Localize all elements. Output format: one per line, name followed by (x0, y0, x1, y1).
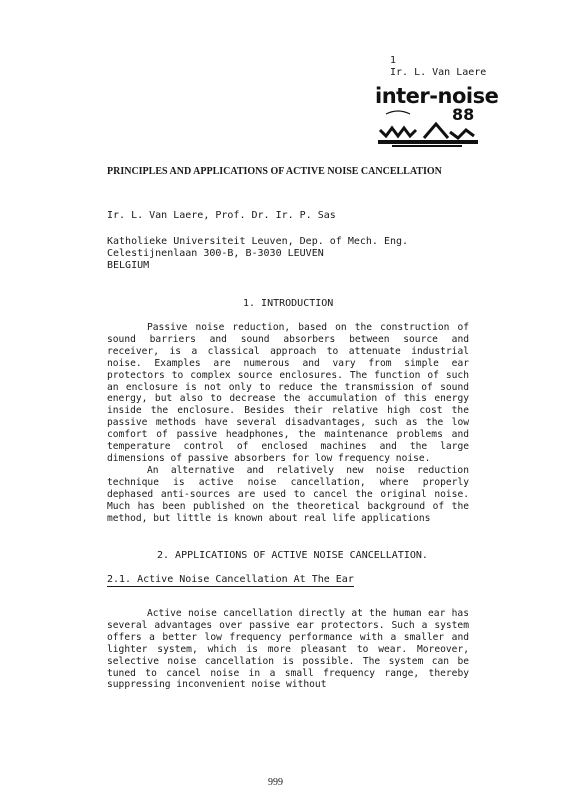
subsection-2-1-body (107, 608, 469, 691)
header-author: Ir. L. Van Laere (390, 67, 487, 78)
conference-logo-bridge-icon (378, 108, 478, 148)
affiliation-line-1: Katholieke Universiteit Leuven, Dep. of Mech. Eng. (107, 236, 409, 247)
introduction-paragraph-1: Passive noise reduction, based on the construction of sound barriers and sound absorbers between source and receiver, is a classical approach to attenuate industrial noise. Examples are numerous and vary from simple ear protectors to complex source enclosures. The function of such an enclosure is not only to reduce the transmission of sound energy, but also to decrease the accumulation of this energy inside the enclosure. Besides their relative high cost the passive methods have several disadvantages, such as the low comfort of passive headphones, the maintenance problems and temperature control of enclosed machines and the large dimensions of passive absorbers for low frequency noise. (107, 322, 469, 464)
header-page-number: 1 (390, 55, 397, 66)
paper-authors: Ir. L. Van Laere, Prof. Dr. Ir. P. Sas (107, 210, 336, 221)
section-2-heading: 2. APPLICATIONS OF ACTIVE NOISE CANCELLATION. (157, 550, 428, 561)
paper-title: PRINCIPLES AND APPLICATIONS OF ACTIVE NOISE CANCELLATION (107, 166, 442, 177)
section-1-heading: 1. INTRODUCTION (243, 298, 334, 309)
subsection-2-1-heading: 2.1. Active Noise Cancellation At The Ear (107, 574, 354, 585)
subsection-2-1-paragraph: Active noise cancellation directly at the human ear has several advantages over passive ear protectors. Such a system offers a better low frequency performance with a smaller and lighter system, which is more pleasant to wear. Moreover, selective noise cancellation is possible. The system can be tuned to cancel noise in a small frequency range, thereby suppressing inconvenient noise without (107, 608, 469, 691)
introduction-body (107, 322, 469, 524)
introduction-paragraph-2: An alternative and relatively new noise reduction technique is active noise cancellation, where properly dephased anti-sources are used to cancel the original noise. Much has been published on the theoretical background of the method, but little is known about real life applications (107, 464, 469, 524)
conference-logo-number: 88 (452, 105, 475, 124)
conference-logo-name: inter-noise (375, 84, 499, 108)
footer-page-number: 999 (268, 777, 283, 788)
affiliation-line-2: Celestijnenlaan 300-B, B-3030 LEUVEN (107, 248, 324, 259)
affiliation-line-3: BELGIUM (107, 260, 150, 271)
